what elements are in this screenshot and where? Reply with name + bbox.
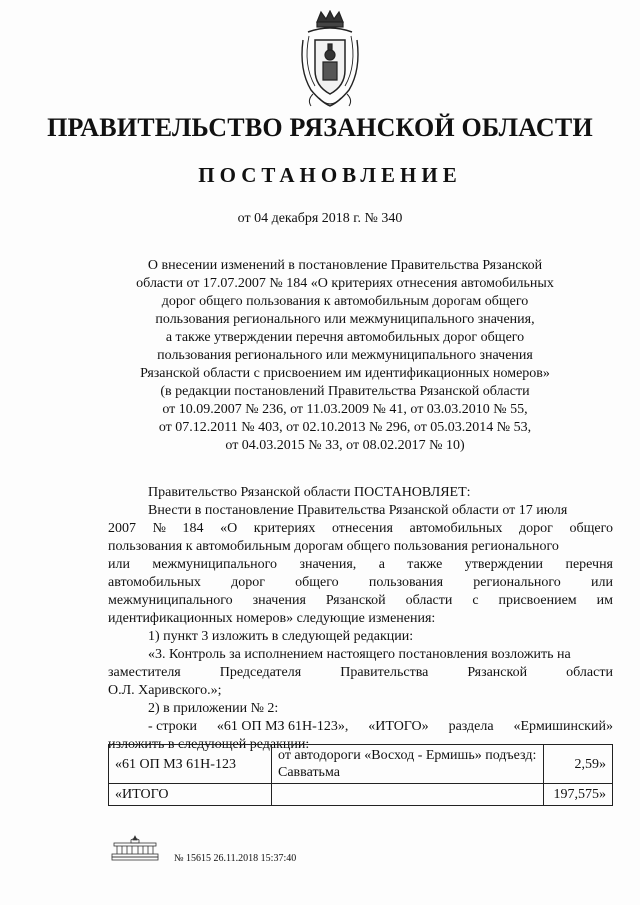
word: - строки bbox=[148, 719, 197, 734]
word: с bbox=[472, 593, 479, 608]
para-line-justified bbox=[108, 520, 613, 538]
word: им bbox=[596, 593, 613, 608]
road-length-cell: 2,59» bbox=[544, 745, 613, 784]
word: области bbox=[405, 593, 453, 608]
total-length-cell: 197,575» bbox=[544, 784, 613, 806]
coat-of-arms-emblem bbox=[295, 10, 365, 115]
word: пользования bbox=[368, 575, 444, 590]
word: области bbox=[566, 665, 613, 680]
road-code-cell: «61 ОП МЗ 61Н-123 bbox=[109, 745, 272, 784]
word: «ИТОГО» bbox=[368, 719, 429, 734]
document-registration-number: № 15615 26.11.2018 15:37:40 bbox=[174, 853, 297, 864]
subject-line: пользования регионального или межмуниципального значения, bbox=[155, 312, 535, 327]
subject-line: О внесении изменений в постановление Правительства Рязанской bbox=[147, 258, 543, 273]
word: утверждении bbox=[464, 557, 544, 572]
road-name-cell: от автодороги «Восход - Ермишь» подъезд: Савватьма bbox=[272, 745, 544, 784]
subject-line: пользования регионального или межмуниципального значения bbox=[157, 348, 533, 363]
decree-statement: Правительство Рязанской области ПОСТАНОВЛЯЕТ: bbox=[148, 485, 471, 500]
word: регионального bbox=[473, 575, 561, 590]
word: отнесения bbox=[331, 521, 393, 536]
word: или bbox=[108, 557, 130, 572]
word: перечня bbox=[565, 557, 613, 572]
item-2-line-justified bbox=[108, 718, 613, 736]
subject-line: Рязанской области с присвоением им идентификационных номеров» bbox=[140, 366, 550, 381]
word: присвоением bbox=[498, 593, 577, 608]
word: дорог bbox=[519, 521, 553, 536]
word: также bbox=[407, 557, 443, 572]
word: «61 ОП МЗ 61Н-123», bbox=[216, 719, 349, 734]
document-date-number: от 04 декабря 2018 г. № 340 bbox=[237, 211, 403, 226]
subject-line: дорог общего пользования к автомобильным дорогам общего bbox=[161, 294, 529, 309]
word: а bbox=[378, 557, 385, 572]
quote-line: О.Л. Харивского.»; bbox=[108, 683, 222, 698]
total-label-cell: «ИТОГО bbox=[109, 784, 272, 806]
word: автомобильных bbox=[108, 575, 201, 590]
para-line-justified bbox=[108, 556, 613, 574]
word: Председателя bbox=[219, 665, 302, 680]
word: «Ермишинский» bbox=[513, 719, 613, 734]
word: Рязанской bbox=[467, 665, 528, 680]
item-2: 2) в приложении № 2: bbox=[148, 701, 279, 716]
word: общего bbox=[569, 521, 613, 536]
para-line-justified bbox=[108, 592, 613, 610]
item-1: 1) пункт 3 изложить в следующей редакции: bbox=[148, 629, 414, 644]
quote-line-justified bbox=[108, 664, 613, 682]
word: дорог bbox=[231, 575, 265, 590]
government-title: ПРАВИТЕЛЬСТВО РЯЗАНСКОЙ ОБЛАСТИ bbox=[47, 113, 593, 142]
decree-subject bbox=[110, 257, 580, 455]
word: автомобильных bbox=[409, 521, 503, 536]
word: раздела bbox=[448, 719, 494, 734]
subject-line: от 10.09.2007 № 236, от 11.03.2009 № 41, от 03.03.2010 № 55, bbox=[162, 402, 528, 417]
word: Правительства bbox=[340, 665, 429, 680]
table-row bbox=[109, 784, 613, 806]
total-name-cell bbox=[272, 784, 544, 806]
para-line: идентификационных номеров» следующие изменения: bbox=[108, 611, 436, 626]
subject-line: области от 17.07.2007 № 184 «О критериях отнесения автомобильных bbox=[136, 276, 554, 291]
word: общего bbox=[295, 575, 339, 590]
word: «О bbox=[220, 521, 238, 536]
footer bbox=[110, 834, 530, 864]
para-line-justified bbox=[108, 574, 613, 592]
para-line: Внести в постановление Правительства Рязанской области от 17 июля bbox=[148, 503, 568, 518]
government-building-logo bbox=[110, 834, 160, 862]
quote-line: «3. Контроль за исполнением настоящего постановления возложить на bbox=[148, 647, 571, 662]
word: межмуниципального bbox=[152, 557, 278, 572]
word: межмуниципального bbox=[108, 593, 233, 608]
word: критериях bbox=[253, 521, 316, 536]
item-2-line: изложить в следующей редакции: bbox=[108, 737, 310, 752]
table-row bbox=[109, 745, 613, 784]
word: 184 bbox=[182, 521, 204, 536]
word: № bbox=[152, 521, 166, 536]
subject-line: (в редакции постановлений Правительства Рязанской области bbox=[160, 384, 530, 399]
word: заместителя bbox=[108, 665, 181, 680]
word: значения, bbox=[299, 557, 357, 572]
subject-line: от 04.03.2015 № 33, от 08.02.2017 № 10) bbox=[225, 438, 465, 453]
subject-line: от 07.12.2011 № 403, от 02.10.2013 № 296, от 05.03.2014 № 53, bbox=[158, 420, 532, 435]
word: значения bbox=[252, 593, 306, 608]
subject-line: а также утверждении перечня автомобильных дорог общего bbox=[165, 330, 525, 345]
para-line: пользования к автомобильным дорогам общего пользования регионального bbox=[108, 539, 559, 554]
decree-body bbox=[108, 484, 613, 754]
word: 2007 bbox=[108, 521, 136, 536]
roads-table bbox=[108, 744, 613, 806]
word: Рязанской bbox=[325, 593, 386, 608]
document-type: ПОСТАНОВЛЕНИЕ bbox=[198, 163, 462, 187]
word: или bbox=[590, 575, 613, 590]
